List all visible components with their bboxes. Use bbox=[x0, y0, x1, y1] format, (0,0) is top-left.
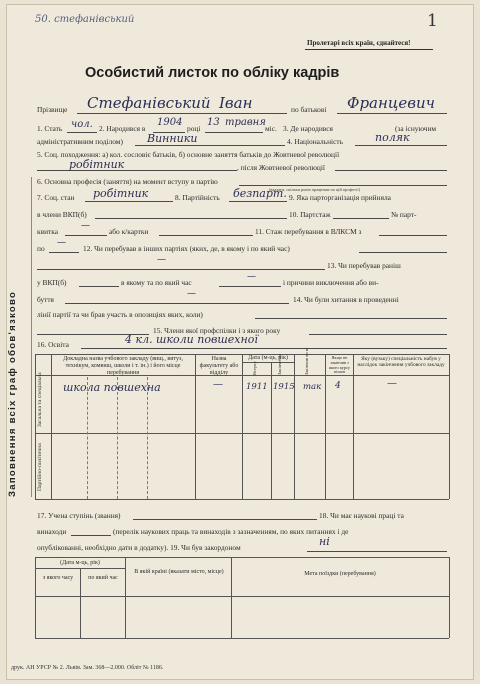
edu-grad-year: 1915 bbox=[273, 382, 295, 392]
side-label: Заповнення всіх граф обов'язково bbox=[7, 290, 18, 497]
party-value: безпарт. bbox=[233, 187, 287, 200]
social-origin-value: робітник bbox=[69, 158, 125, 171]
education-value: 4 кл. школи повшехної bbox=[125, 333, 258, 346]
sex-value: чол. bbox=[71, 119, 93, 130]
page-number: 1 bbox=[427, 11, 438, 31]
abroad-value: ні bbox=[319, 535, 330, 548]
birth-place-value: Винники bbox=[147, 132, 198, 145]
birth-year-value: 1904 bbox=[157, 117, 183, 128]
patronymic-value: Францевич bbox=[347, 94, 435, 112]
personnel-record-sheet: 50. стефанівський 1 Пролетарі всіх країн, єднайтеся! Особистий листок по обліку кадрів Заповнення всіх граф обов'язково Прізвище Стефанівський Іван по батькові Францевич 1. Стать чол. 2. Народився в 1904 році 13 травня міс. 3. Де народився (за існуючим адміністративним поділом) Винники 4. Національність поляк 5. Соц. походження: а) кол. сословіє батьків, б) основне заняття батьків до Жовтневої революції робітник , після Жовтневої революції 6. Основна професія (заняття) на момент вступу в партію (вказати, скільки років працював по цій професії) 7. Соц. стан робітник 8. Партійність безпарт. 9. Яка парторганізація прийняла в члени ВКП(б) 10. Партстаж № парт- квитка — або к/картки 11. Стаж перебування в ВЛКСМ з по — 12. Чи перебував в інших партіях (яких, де, в якому і по який час) — 13. Чи перебував раніш у ВКП(б) в якому та по який час — і причини виключення або ви- буття — 14. Чи були хитання в проведенні лінії партії та чи брав участь в опозиціях яких, коли) 15. Члени якої профспілки і з якого року 16. Освіта 4 кл. школи повшехної Докладна назва учбового закладу (вищ., витуз, технікум, комвиш, школи і т. ін.) і його місце перебування Назва факультету або відділу Дата (м-ць, рік) Вступу Закінчення Закінчив чи ні Якщо не закінчив з якого курсу пішов Яку (вузьку) спеціальність набув у наслідок закінчення учбового закладу Загальна та спеціальна Партійно-політична школа повшехна — 1911 1915 так 4 — 17. Учена ступінь (звання) 18. Чи має наукові праці та винаходи (перелік наукових праць та винаходів з зазначенням, по яких питаннях і де опублікованні, необхідно дати в додатку). 19. Чи був закордоном ні (Дата м-ць, рік) з якого часу по який час В якій країні (вказати місто, місце) Мета поїздки (перебування) друк. АН УРСР № 2. Львів. Зам. 368—2.000. Обліт № 1186. bbox=[6, 4, 474, 680]
social-status-value: робітник bbox=[93, 187, 149, 200]
nationality-value: поляк bbox=[375, 131, 410, 144]
print-footer: друк. АН УРСР № 2. Львів. Зам. 368—2.000. Обліт № 1186. bbox=[11, 665, 164, 671]
edu-entry-year: 1911 bbox=[246, 382, 268, 392]
corner-note: 50. стефанівський bbox=[35, 14, 135, 25]
page-title: Особистий листок по обліку кадрів bbox=[85, 65, 340, 81]
surname-value: Стефанівський bbox=[87, 94, 211, 112]
name-value: Іван bbox=[219, 94, 253, 112]
slogan: Пролетарі всіх країн, єднайтеся! bbox=[307, 39, 411, 47]
edu-institution: школа повшехна bbox=[63, 381, 161, 394]
